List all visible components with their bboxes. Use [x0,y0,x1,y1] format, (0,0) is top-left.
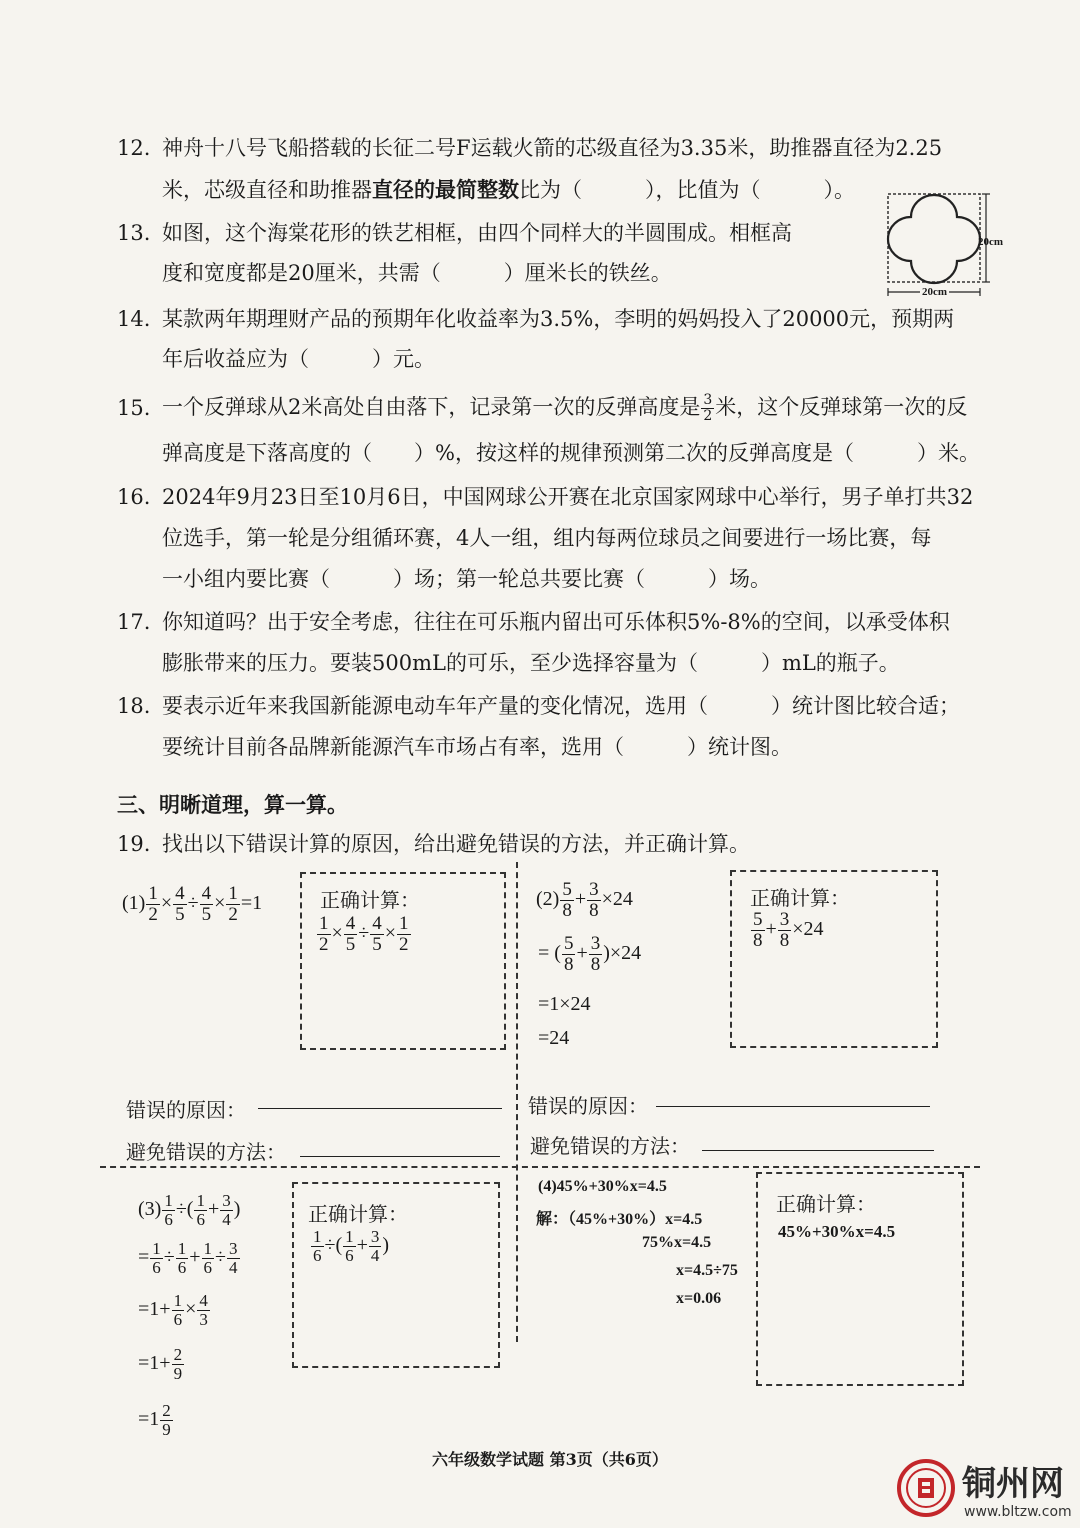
q15-number: 15. [117,396,151,420]
p2-line3: =1×24 [538,993,591,1015]
p2-line2: = ( $\frac{5}{8}$ + $\frac{3}{8}$ )×24 [538,933,642,975]
watermark-site-name: 铜州网 [962,1464,1064,1504]
p2-method-blank[interactable] [702,1150,934,1151]
q17-number: 17. [117,610,151,634]
p2-box-title: 正确计算： [750,886,850,910]
p2-reason-label: 错误的原因： [528,1094,648,1118]
vertical-divider [516,862,518,1342]
p1-reason-label: 错误的原因： [126,1098,246,1122]
p4-line2: 解：（45%+30%）x=4.5 [536,1211,703,1228]
q18-line1: 要表示近年来我国新能源电动车年产量的变化情况，选用（ ）统计图比较合适； [162,694,960,718]
p2-line4: =24 [538,1027,570,1049]
q16-number: 16. [117,485,151,509]
q15-line1: 一个反弹球从2米高处自由落下，记录第一次的反弹高度是 $\frac{3}{2}$ 米，这个反弹球第一次的反 [162,392,968,424]
p2-box-expression: $\frac{5}{8}$ + $\frac{3}{8}$ ×24 [753,909,824,951]
q17-line2: 膨胀带来的压力。要装500mL的可乐，至少选择容量为（ ）mL的瓶子。 [162,651,900,675]
q12-bold-text: 直径的最简整数 [372,177,519,202]
p4-line4: x=4.5÷75 [676,1262,738,1279]
q12-number: 12. [117,136,151,160]
watermark-url: www.bltzw.com [964,1504,1072,1520]
horizontal-divider [100,1166,980,1168]
q18-line2: 要统计目前各品牌新能源汽车市场占有率，选用（ ）统计图。 [162,735,792,759]
figure-height-label: 20cm [978,236,1004,248]
section3-title: 三、明晰道理，算一算。 [117,792,348,817]
q13-line2: 度和宽度都是20厘米，共需（ ）厘米长的铁丝。 [162,261,672,285]
q16-line2: 位选手，第一轮是分组循环赛，4人一组，组内每两位球员之间要进行一场比赛，每 [162,526,932,550]
p2-method-label: 避免错误的方法： [530,1134,690,1158]
p3-box-title: 正确计算： [308,1202,408,1226]
p4-line5: x=0.06 [676,1290,722,1307]
p4-box-title: 正确计算： [776,1192,876,1216]
p3-line2: = $\frac{1}{6}$ ÷ $\frac{1}{6}$ + $\frac{1}{6}$ ÷ $\frac{3}{4}$ [138,1239,238,1277]
q16-line3: 一小组内要比赛（ ）场；第一轮总共要比赛（ ）场。 [162,567,771,591]
q16-line1: 2024年9月23日至10月6日，中国网球公开赛在北京国家网球中心举行，男子单打共32 [162,485,974,509]
p1-equation: (1) $\frac{1}{2}$ × $\frac{4}{5}$ ÷ $\frac{4}{5}$ × $\frac{1}{2}$ =1 [122,883,263,925]
p2-line1: (2) $\frac{5}{8}$ + $\frac{3}{8}$ ×24 [536,879,633,921]
q12-line2: 米，芯级直径和助推器直径的最简整数比为（ ），比值为（ ）。 [162,177,855,202]
p4-line1: (4)45%+30%x=4.5 [538,1178,667,1195]
q17-line1: 你知道吗？出于安全考虑，往往在可乐瓶内留出可乐体积5%-8%的空间，以承受体积 [162,610,950,634]
q14-number: 14. [117,307,151,331]
watermark-seal-icon [896,1458,956,1518]
q19-text: 找出以下错误计算的原因，给出避免错误的方法，并正确计算。 [162,832,750,856]
q15-fraction: $\frac{3}{2}$ [703,392,713,424]
p3-line5: =1 $\frac{2}{9}$ [138,1401,171,1439]
q15-line2: 弹高度是下落高度的（ ）%，按这样的规律预测第二次的反弹高度是（ ）米。 [162,441,980,465]
p3-box-expression: $\frac{1}{6}$ ÷( $\frac{1}{6}$ + $\frac{3}{4}$ ) [313,1227,390,1265]
p3-line3: =1+ $\frac{1}{6}$ × $\frac{4}{3}$ [138,1291,208,1329]
q14-line2: 年后收益应为（ ）元。 [162,347,435,371]
p3-line1: (3) $\frac{1}{6}$ ÷( $\frac{1}{6}$ + $\frac{3}{4}$ ) [138,1191,241,1229]
p4-line3: 75%x=4.5 [642,1234,712,1251]
q18-number: 18. [117,694,151,718]
q13-line1: 如图，这个海棠花形的铁艺相框，由四个同样大的半圆围成。相框高 [162,221,792,245]
p2-reason-blank[interactable] [656,1106,930,1107]
q14-line1: 某款两年期理财产品的预期年化收益率为3.5%，李明的妈妈投入了20000元，预期两 [162,307,955,331]
q13-number: 13. [117,221,151,245]
p1-reason-blank[interactable] [258,1108,502,1109]
page-footer: 六年级数学试题 第3页（共6页） [432,1450,668,1469]
p1-box-expression: $\frac{1}{2}$ × $\frac{4}{5}$ ÷ $\frac{4}{5}$ × $\frac{1}{2}$ [319,913,409,955]
figure-width-label: 20cm [922,286,948,298]
p3-line4: =1+ $\frac{2}{9}$ [138,1345,183,1383]
p1-box-title: 正确计算： [320,888,420,912]
p1-method-blank[interactable] [300,1156,500,1157]
p1-method-label: 避免错误的方法： [126,1140,286,1164]
p4-box-expression: 45%+30%x=4.5 [778,1222,896,1241]
q19-number: 19. [117,832,151,856]
q12-line1: 神舟十八号飞船搭载的长征二号F运载火箭的芯级直径为3.35米，助推器直径为2.25 [162,136,943,160]
